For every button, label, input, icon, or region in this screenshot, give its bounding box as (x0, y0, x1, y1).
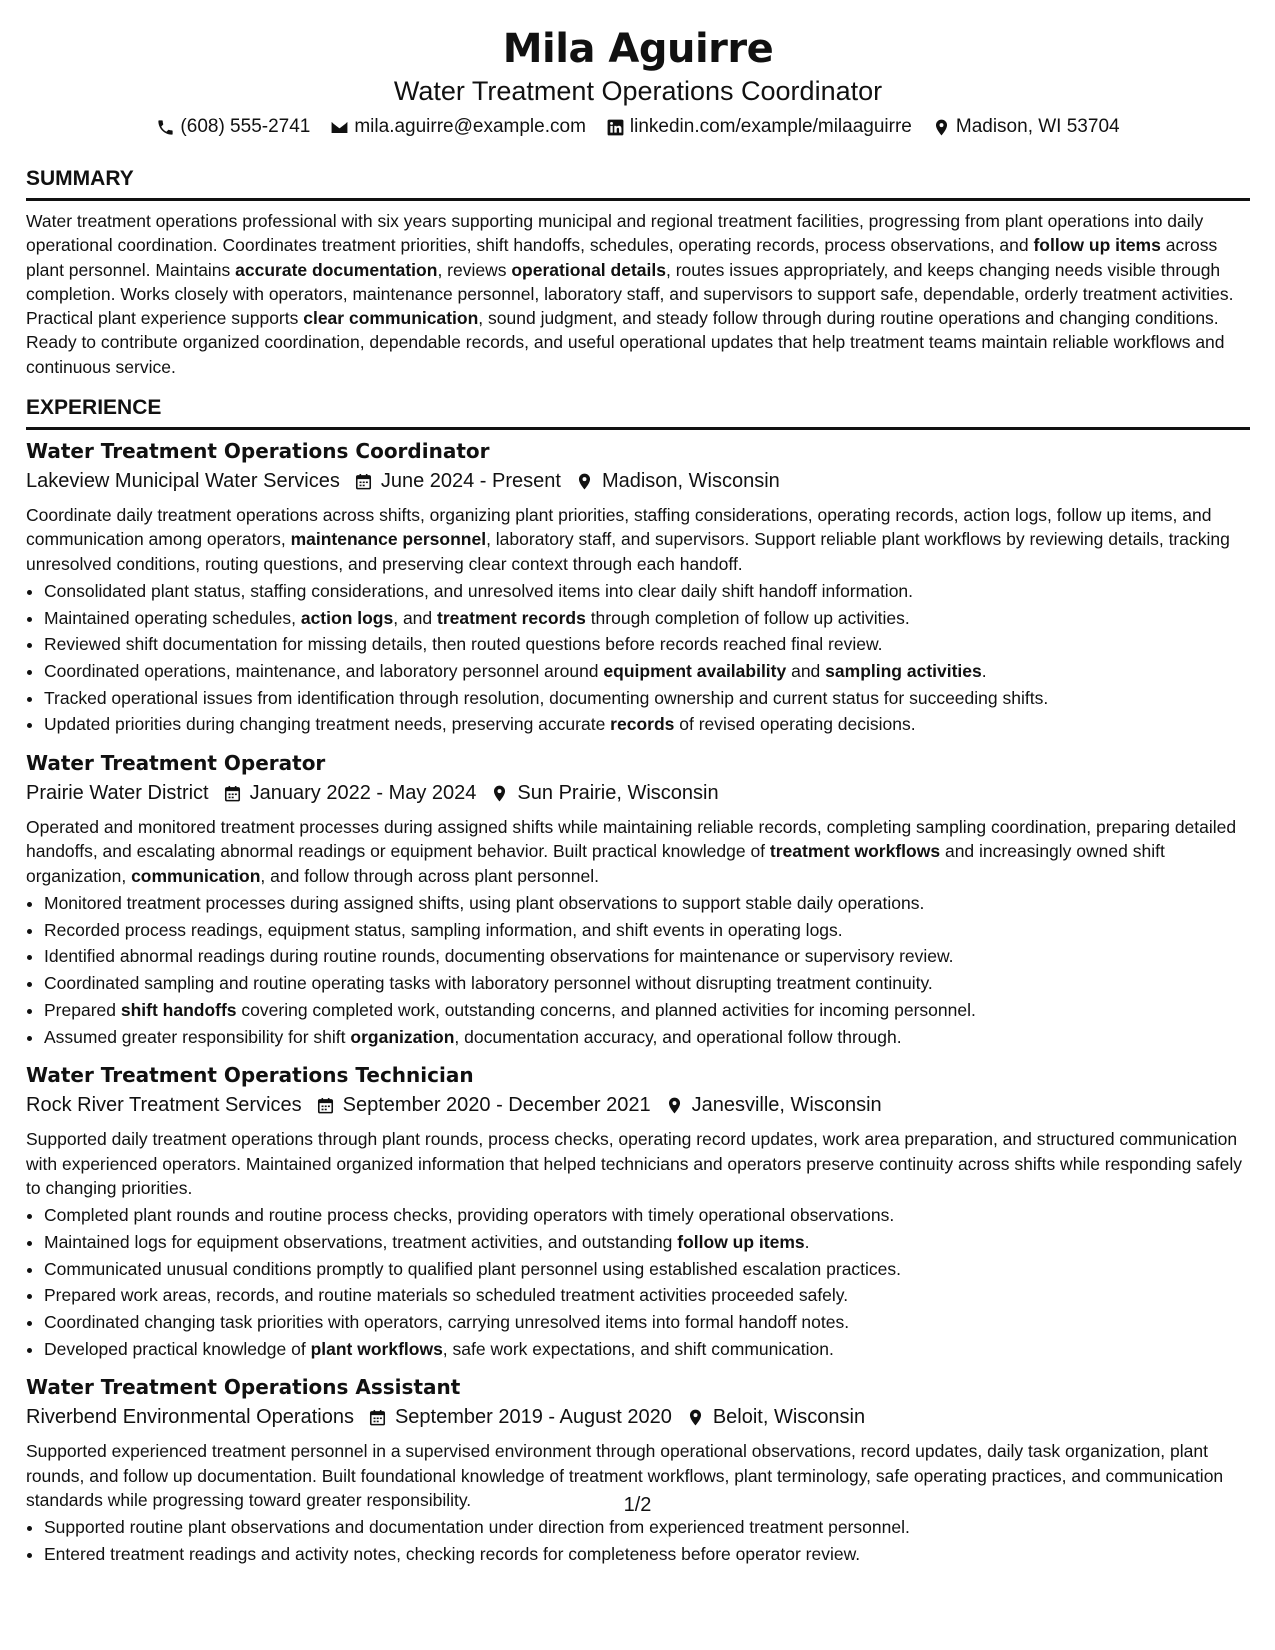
text-segment: across plant personnel. Maintains (26, 235, 1218, 280)
calendar-icon (354, 472, 373, 491)
text-segment: Monitored treatment processes during assigned shifts, using plant observations to support stable daily operations. (44, 893, 925, 914)
job-location: Beloit, Wisconsin (712, 1406, 866, 1429)
experience-heading: EXPERIENCE (26, 396, 162, 420)
list-item (44, 711, 1250, 738)
text-segment: Tracked operational issues from identification through resolution, documenting ownership and current status for succeeding shifts. (44, 687, 1049, 708)
list-item (44, 1256, 1250, 1283)
text-segment: Prepared (44, 999, 121, 1020)
company-name: Lakeview Municipal Water Services (26, 470, 340, 493)
map-pin-icon (665, 1096, 684, 1115)
summary-paragraph (26, 209, 1250, 379)
text-segment: through completion of follow up activities. (585, 607, 910, 628)
text-segment: , and (393, 607, 438, 628)
bold-keyword: treatment records (437, 607, 586, 628)
text-segment: Maintained logs for equipment observations, treatment activities, and outstanding (44, 1231, 678, 1252)
contact-linkedin[interactable] (606, 114, 912, 140)
list-item (44, 685, 1250, 712)
job-dates: September 2020 - December 2021 (342, 1094, 651, 1117)
job-meta (26, 467, 1250, 495)
candidate-name: Mila Aguirre (502, 26, 774, 72)
email-text[interactable]: mila.aguirre@example.com (354, 116, 586, 137)
text-segment: . (981, 661, 987, 682)
text-segment: , safe work expectations, and shift communication. (442, 1338, 834, 1359)
text-segment: Recorded process readings, equipment status, sampling information, and shift events in operating logs. (44, 919, 843, 940)
job-title: Water Treatment Operations Assistant (26, 1375, 461, 1400)
job-description (26, 1127, 1250, 1200)
contact-email[interactable] (330, 114, 586, 140)
calendar-icon (368, 1408, 387, 1427)
job-bullets (26, 1202, 1250, 1362)
text-segment: Coordinated sampling and routine operating tasks with laboratory personnel without disrupting treatment continuity. (44, 973, 933, 994)
text-segment: Updated priorities during changing treatment needs, preserving accurate (44, 714, 611, 735)
text-segment: Maintained operating schedules, (44, 607, 301, 628)
map-pin-icon (932, 118, 951, 137)
bold-keyword: maintenance personnel (290, 529, 487, 550)
calendar-icon (223, 784, 242, 803)
text-segment: , and follow through across plant personnel. (260, 865, 599, 886)
candidate-title: Water Treatment Operations Coordinator (393, 76, 883, 106)
text-segment: Completed plant rounds and routine process checks, providing operators with timely operational observations. (44, 1205, 895, 1226)
job-dates: June 2024 - Present (380, 470, 561, 493)
bold-keyword: accurate documentation (235, 259, 438, 280)
job-entry (26, 750, 1250, 1050)
job-title: Water Treatment Operations Coordinator (26, 439, 490, 464)
bold-keyword: communication (131, 865, 261, 886)
list-item (44, 970, 1250, 997)
experience-list (26, 438, 1250, 1568)
job-entry (26, 1374, 1250, 1567)
text-segment: and (786, 661, 826, 682)
job-location: Sun Prairie, Wisconsin (517, 782, 719, 805)
bold-keyword: operational details (511, 259, 666, 280)
text-segment: Supported routine plant observations and documentation under direction from experienced treatment personnel. (44, 1517, 910, 1538)
page-number: 1/2 (623, 1494, 652, 1516)
job-bullets (26, 578, 1250, 738)
calendar-icon (316, 1096, 335, 1115)
text-segment: Communicated unusual conditions promptly to qualified plant personnel using established escalation practices. (44, 1258, 902, 1279)
list-item (44, 890, 1250, 917)
text-segment: Operated and monitored treatment processes during assigned shifts while maintaining reliable records, completing sampling coordination, preparing detailed handoffs, and escalating abnormal readings or equipment behavior. Built practical knowledge of (26, 817, 1237, 862)
job-entry (26, 1062, 1250, 1362)
job-meta (26, 1091, 1250, 1119)
contact-location (932, 114, 1120, 140)
text-segment: of revised operating decisions. (674, 714, 916, 735)
list-item (44, 1309, 1250, 1336)
text-segment: Identified abnormal readings during routine rounds, documenting observations for maintenance or supervisory review. (44, 946, 954, 967)
list-item (44, 1229, 1250, 1256)
text-segment: , sound judgment, and steady follow through during routine operations and changing conditions. Ready to contribute organized coordination, dependable records, and useful operational updates that help treatment teams maintain reliable workflows and continuous service. (26, 308, 1225, 377)
text-segment: Water treatment operations professional with six years supporting municipal and regional treatment facilities, progressing from plant operations into daily operational coordination. Coordinates treatment priorities, shift handoffs, schedules, operating records, process observations, and (26, 211, 1204, 256)
list-item (44, 1282, 1250, 1309)
text-segment: , routes issues appropriately, and keeps changing needs visible through completion. Works closely with operators, maintenance personnel, laboratory staff, and supervisors to support safe, dependable, orderly treatment activities. Practical plant experience supports (26, 259, 1234, 329)
contact-phone (156, 114, 310, 140)
job-title: Water Treatment Operations Technician (26, 1063, 474, 1088)
text-segment: Coordinated operations, maintenance, and laboratory personnel around (44, 661, 604, 682)
experience-divider (26, 427, 1250, 430)
text-segment: Coordinate daily treatment operations across shifts, organizing plant priorities, staffing considerations, operating records, action logs, follow up items, and communication among operators, (26, 505, 1212, 550)
text-segment: Entered treatment readings and activity notes, checking records for completeness before operator review. (44, 1544, 861, 1564)
bold-keyword: organization (350, 1026, 455, 1047)
envelope-icon (330, 118, 349, 137)
phone-icon (156, 118, 175, 137)
list-item (44, 1202, 1250, 1229)
list-item (44, 1024, 1250, 1051)
text-segment: , reviews (437, 259, 512, 280)
company-name: Riverbend Environmental Operations (26, 1406, 354, 1429)
summary-heading: SUMMARY (26, 167, 134, 190)
bold-keyword: clear communication (303, 308, 479, 329)
list-item (44, 997, 1250, 1024)
job-description (26, 815, 1250, 888)
text-segment: Reviewed shift documentation for missing details, then routed questions before records reached final review. (44, 634, 883, 655)
company-name: Prairie Water District (26, 782, 209, 805)
job-description (26, 503, 1250, 576)
bold-keyword: sampling activities (825, 661, 982, 682)
job-title: Water Treatment Operator (26, 751, 326, 776)
job-meta (26, 1403, 1250, 1431)
bold-keyword: shift handoffs (120, 999, 237, 1020)
company-name: Rock River Treatment Services (26, 1094, 302, 1117)
bold-keyword: plant workflows (310, 1338, 443, 1359)
text-segment: and increasingly owned shift organization, (26, 841, 1165, 886)
summary-divider (26, 198, 1250, 201)
text-segment: Developed practical knowledge of (44, 1338, 311, 1359)
map-pin-icon (575, 472, 594, 491)
resume-page (26, 0, 1250, 1568)
text-segment: Supported experienced treatment personnel in a supervised environment through operational observations, record updates, daily task organization, plant rounds, and follow up documentation. Built foundational knowledge of treatment workflows, plant terminology, safe operating practices, and communication standards while progressing toward greater responsibility. (26, 1441, 1224, 1510)
job-location: Janesville, Wisconsin (691, 1094, 882, 1117)
job-meta (26, 779, 1250, 807)
bold-keyword: action logs (300, 607, 394, 628)
job-location: Madison, Wisconsin (601, 470, 780, 493)
map-pin-icon (686, 1408, 705, 1427)
list-item (44, 917, 1250, 944)
text-segment: . (804, 1231, 810, 1252)
location-text: Madison, WI 53704 (955, 116, 1120, 137)
job-bullets (26, 890, 1250, 1050)
bold-keyword: records (610, 714, 675, 735)
job-entry (26, 438, 1250, 738)
contact-bar (26, 114, 1250, 140)
text-segment: , documentation accuracy, and operational follow through. (454, 1026, 902, 1047)
list-item (44, 658, 1250, 685)
phone-text: (608) 555-2741 (180, 116, 311, 137)
text-segment: Prepared work areas, records, and routine materials so scheduled treatment activities proceeded safely. (44, 1285, 849, 1306)
bold-keyword: follow up items (677, 1231, 805, 1252)
linkedin-icon (606, 118, 625, 137)
resume-header (26, 24, 1250, 140)
text-segment: Assumed greater responsibility for shift (44, 1026, 351, 1047)
list-item (44, 631, 1250, 658)
list-item (44, 605, 1250, 632)
job-dates: September 2019 - August 2020 (394, 1406, 672, 1429)
text-segment: Consolidated plant status, staffing considerations, and unresolved items into clear daily shift handoff information. (44, 580, 914, 601)
list-item (44, 1541, 1250, 1568)
job-bullets (26, 1514, 1250, 1567)
text-segment: covering completed work, outstanding concerns, and planned activities for incoming personnel. (236, 999, 976, 1020)
linkedin-text[interactable]: linkedin.com/example/milaaguirre (629, 116, 912, 137)
bold-keyword: equipment availability (603, 661, 787, 682)
list-item (44, 943, 1250, 970)
text-segment: Supported daily treatment operations through plant rounds, process checks, operating record updates, work area preparation, and structured communication with experienced operators. Maintained organized information that helped technicians and operators preserve continuity across shifts while responding safely to changing priorities. (26, 1129, 1242, 1198)
text-segment: Coordinated changing task priorities with operators, carrying unresolved items into formal handoff notes. (44, 1312, 850, 1332)
map-pin-icon (490, 784, 509, 803)
list-item (44, 1514, 1250, 1541)
bold-keyword: treatment workflows (769, 841, 941, 862)
list-item (44, 1336, 1250, 1363)
bold-keyword: follow up items (1033, 235, 1161, 256)
list-item (44, 578, 1250, 605)
text-segment: , laboratory staff, and supervisors. Support reliable plant workflows by reviewing details, tracking unresolved conditions, routing questions, and preserving clear context through each handoff. (26, 529, 1230, 574)
job-dates: January 2022 - May 2024 (249, 782, 477, 805)
